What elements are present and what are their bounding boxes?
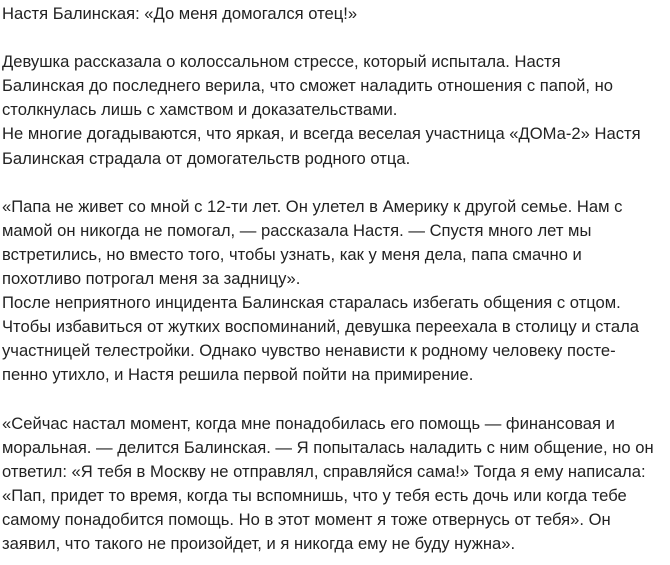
text-line: самому понадобится помощь. Но в этот момент я тоже отвернусь от тебя». Он — [2, 509, 611, 529]
text-line: пенно утихло, и Настя решила первой пойти на примирение. — [2, 365, 474, 385]
text-line: «Сейчас настал момент, когда мне понадобилась его помощь — финансовая и — [2, 413, 615, 433]
text-line: «Пап, придет то время, когда ты вспомнишь, что у тебя есть дочь или когда тебе — [2, 485, 627, 505]
text-line: столкнулась лишь с хамством и доказательствами. — [2, 100, 398, 120]
text-line: «Папа не живет со мной с 12-ти лет. Он улетел в Америку к другой семье. Нам с — [2, 196, 623, 216]
text-line: Не многие догадываются, что яркая, и всегда веселая участница «ДОМа-2» Настя — [2, 124, 641, 144]
text-line: мамой он никогда не помогал, — рассказала Настя. — Спустя много лет мы — [2, 220, 592, 240]
text-line: похотливо потрогал меня за задницу». — [2, 269, 301, 289]
text-line: После неприятного инцидента Балинская старалась избегать общения с отцом. — [2, 293, 621, 313]
article-title: Настя Балинская: «До меня домогался отец!» — [2, 4, 358, 23]
paragraph-3 — [2, 412, 664, 557]
text-line: участницей телестройки. Однако чувство ненависти к родному человеку посте- — [2, 341, 616, 361]
text-line: Девушка рассказала о колоссальном стрессе, который испытала. Настя — [2, 52, 561, 72]
text-line: моральная. — делится Балинская. — Я попыталась наладить с ним общение, но он — [2, 437, 654, 457]
text-line: ответил: «Я тебя в Москву не отправлял, справляйся сама!» Тогда я ему написала: — [2, 461, 646, 481]
paragraph-2 — [2, 195, 664, 388]
text-line: Балинская страдала от домогательств родного отца. — [2, 148, 411, 168]
paragraph-spacer — [2, 171, 664, 195]
paragraph-spacer — [2, 26, 664, 50]
text-line: Чтобы избавиться от жутких воспоминаний, девушка переехала в столицу и стала — [2, 317, 639, 337]
paragraph-spacer — [2, 388, 664, 412]
text-line: Балинская до последнего верила, что сможет наладить отношения с папой, но — [2, 76, 614, 96]
text-line: встретились, но вместо того, чтобы узнать, как у меня дела, папа смачно и — [2, 244, 582, 264]
text-line: заявил, что такого не произойдет, и я никогда ему не буду нужна». — [2, 534, 516, 554]
paragraph-1 — [2, 50, 664, 170]
